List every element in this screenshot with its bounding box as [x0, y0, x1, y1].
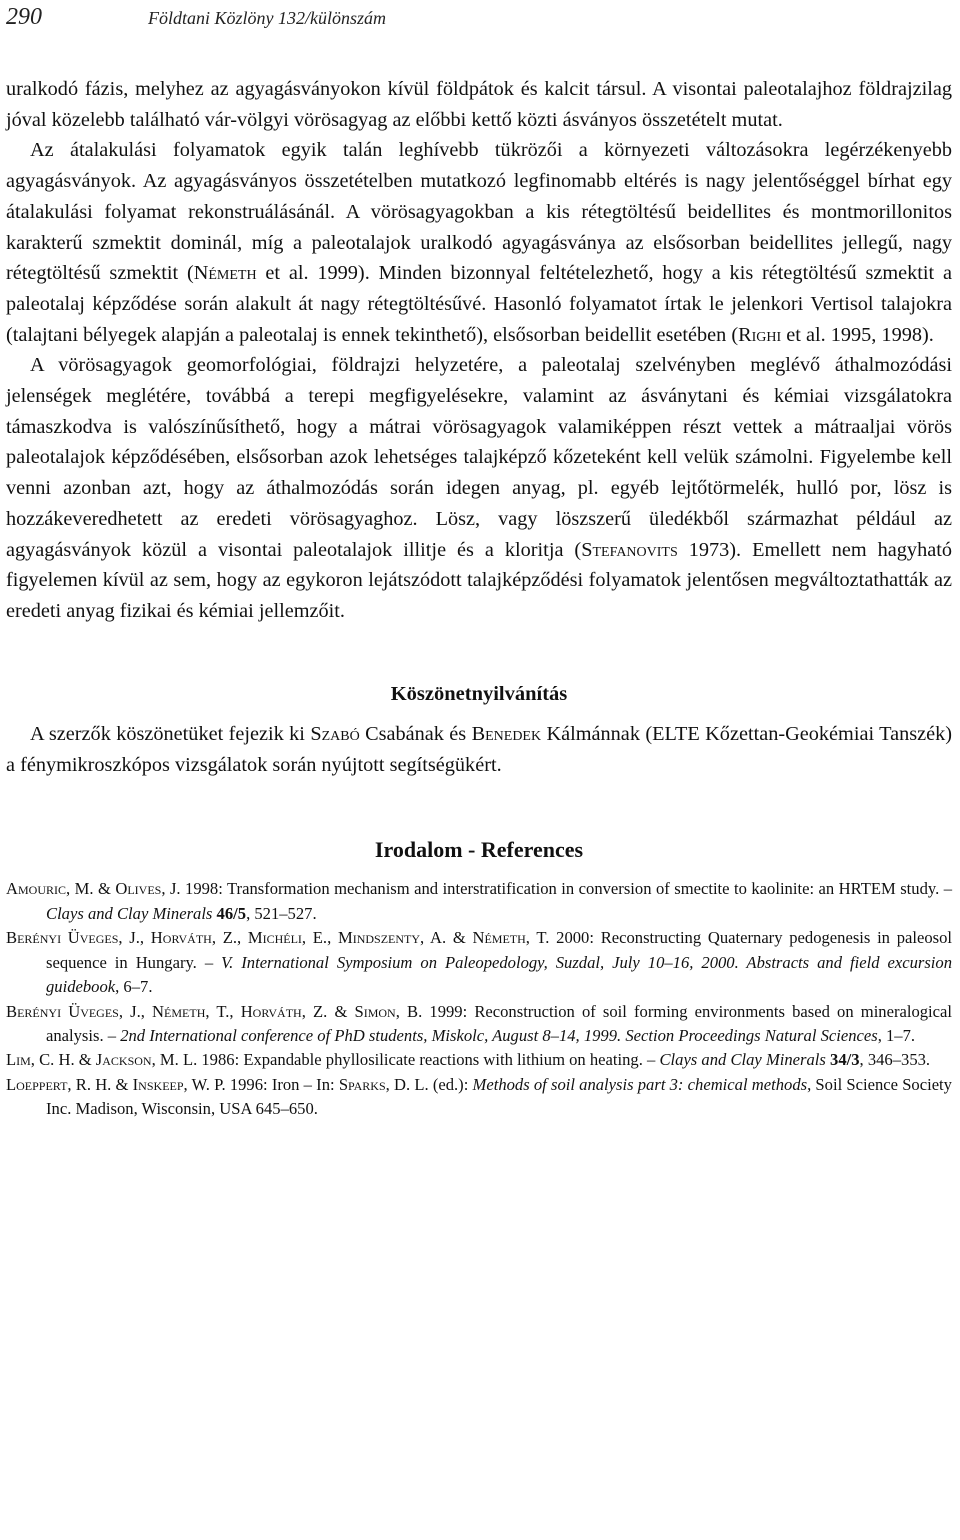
reference-source: 2nd International conference of PhD students, Miskolc, August 8–14, 1999. Section Proceedings Natural Sciences — [120, 1025, 878, 1045]
reference-item — [6, 1048, 952, 1072]
reference-title: 1999: Reconstruction of soil forming environments based on mineralogical analysis. – — [46, 1001, 953, 1045]
reference-item — [6, 1073, 952, 1122]
references-heading: Irodalom - References — [374, 836, 584, 862]
reference-source: Methods of soil analysis part 3: chemical methods — [472, 1074, 808, 1094]
acknowledgement-heading: Köszönetnyilvánítás — [390, 682, 568, 705]
article-body — [6, 74, 952, 1122]
reference-volume: 46/5 — [212, 903, 247, 923]
ack-text: Kálmánnak (ELTE Kőzettan-Geokémiai Tanszék) a fénymikroszkópos vizsgálatok során nyújtott segítségükért. — [6, 723, 953, 777]
reference-journal: Clays and Clay Minerals — [659, 1050, 826, 1070]
reference-volume: 34/3 — [825, 1050, 860, 1070]
ack-person: Benedek — [471, 723, 542, 746]
reference-title: (ed.): — [428, 1074, 473, 1094]
ack-person: Szabó — [310, 723, 360, 746]
running-header — [6, 4, 946, 36]
reference-pages: , 1–7. — [877, 1025, 916, 1045]
paragraph-continuation — [6, 74, 952, 135]
reference-title: 2000: Reconstructing Quaternary pedogenesis in paleosol sequence in Hungary. – — [46, 928, 952, 972]
reference-item — [6, 926, 952, 999]
reference-authors: Loeppert, R. H. & Inskeep, W. P. — [6, 1074, 226, 1094]
citation-author: Németh — [193, 262, 257, 285]
reference-title: 1986: Expandable phyllosilicate reactions with lithium on heating. – — [197, 1050, 660, 1070]
ack-text: A szerzők köszönetüket fejezik ki — [30, 723, 311, 746]
paragraph-text: et al. 1995, 1998). — [781, 323, 934, 346]
reference-pages: , 346–353. — [859, 1050, 931, 1070]
reference-item — [6, 877, 952, 926]
reference-list — [6, 877, 952, 1121]
citation-author: Righi — [738, 323, 782, 346]
paragraph-text: A vörösagyagok geomorfológiai, földrajzi helyzetére, a paleotalaj szelvényben meglévő áthalmozódási jelenségek meglétére, továbbá a terepi megfigyelésekre, valamint az ásványtani és kémiai vizsgálatokra támaszkodva is valószínűsíthető, hogy a mátrai vörösagyagok valamiképpen részt vettek a mátraaljai vörös paleotalajok képződésében, elsősorban azok lehetséges talajképző kőzeteként kell velük számolni. Figyelembe kell venni azonban azt, hogy az áthalmozódás során idegen anyag, pl. egyéb lejtőtörmelék, hulló por, lösz is hozzákeveredhetett az eredeti vörösagyaghoz. Lösz, vagy löszszerű üledékből származhat például az agyagásványok közül a visontai paleotalajok illitje és a kloritja ( — [6, 354, 952, 561]
reference-source: V. International Symposium on Paleopedology, Suzdal, July 10–16, 2000. Abstracts and field excursion guidebook — [46, 952, 952, 997]
reference-authors: Lim, C. H. & Jackson, M. L. — [6, 1050, 198, 1070]
reference-journal: Clays and Clay Minerals — [46, 903, 213, 923]
acknowledgement-paragraph — [6, 719, 952, 780]
journal-title: Földtani Közlöny 132/különszám — [148, 8, 386, 28]
reference-title: 1996: Iron – In: — [225, 1074, 339, 1094]
paragraph-red-clays — [6, 350, 952, 626]
reference-pages: , Soil Science Society Inc. Madison, Wisconsin, USA 645–650. — [46, 1074, 952, 1119]
paragraph-text: et al. 1999). Minden bizonnyal feltételezhető, hogy a kis rétegtöltésű szmektit a paleotalaj képződése során alakult át nagy rétegtöltésűvé. Hasonló folyamatot írtak le jelenkori Vertisol talajokra (talajtani bélyegek alapján a paleotalaj is ennek tekinthető), elsősorban beidellit esetében ( — [6, 262, 952, 346]
reference-authors: Amouric, M. & Olives, J. — [6, 879, 181, 899]
paragraph-text: 1973). Emellett nem hagyható figyelemen kívül az sem, hogy az egykoron lejátszódott talajképződési folyamatok jelentősen megváltoztathatták az eredeti anyag fizikai és kémiai jellemzőit. — [6, 538, 952, 622]
reference-item — [6, 1000, 952, 1049]
reference-authors: Berényi Üveges, J., Németh, T., Horváth, Z. & Simon, B. — [6, 1001, 423, 1021]
reference-title: 1998: Transformation mechanism and interstratification in conversion of smectite to kaolinite: an HRTEM study. – — [180, 879, 952, 899]
ack-text: Csabának és — [359, 723, 472, 746]
citation-author: Stefanovits — [581, 538, 678, 561]
paragraph-clay-minerals — [6, 135, 952, 350]
paragraph-text: uralkodó fázis, melyhez az agyagásványokon kívül földpátok és kalcit társul. A visontai paleotalajhoz földrajzilag jóval közelebb található vár-völgyi vörösagyag az előbbi kettő közti ásványos összetételt mutat. — [6, 78, 952, 131]
paragraph-text: Az átalakulási folyamatok egyik talán leghívebb tükrözői a környezeti változásokra legérzékenyebb agyagásványok. Az agyagásványos összetételben mutatkozó legfinomabb eltérés is nagy jelentőséggel bírhat egy átalakulási folyamat rekonstruálásánál. A vörösagyagokban a kis rétegtöltésű beidellites és montmorillonitos karakterű szmektit dominál, míg a paleotalajok uralkodó agyagásványa az elsősorban beidellites jellegű, nagy rétegtöltésű szmektit ( — [6, 139, 952, 285]
reference-pages: , 521–527. — [246, 903, 317, 923]
reference-pages: , 6–7. — [115, 977, 153, 997]
reference-authors: Berényi Üveges, J., Horváth, Z., Michéli, E., Mindszenty, A. & Németh, T. — [6, 928, 550, 948]
page-number: 290 — [6, 4, 42, 30]
reference-editor: Sparks, D. L. — [338, 1074, 429, 1094]
